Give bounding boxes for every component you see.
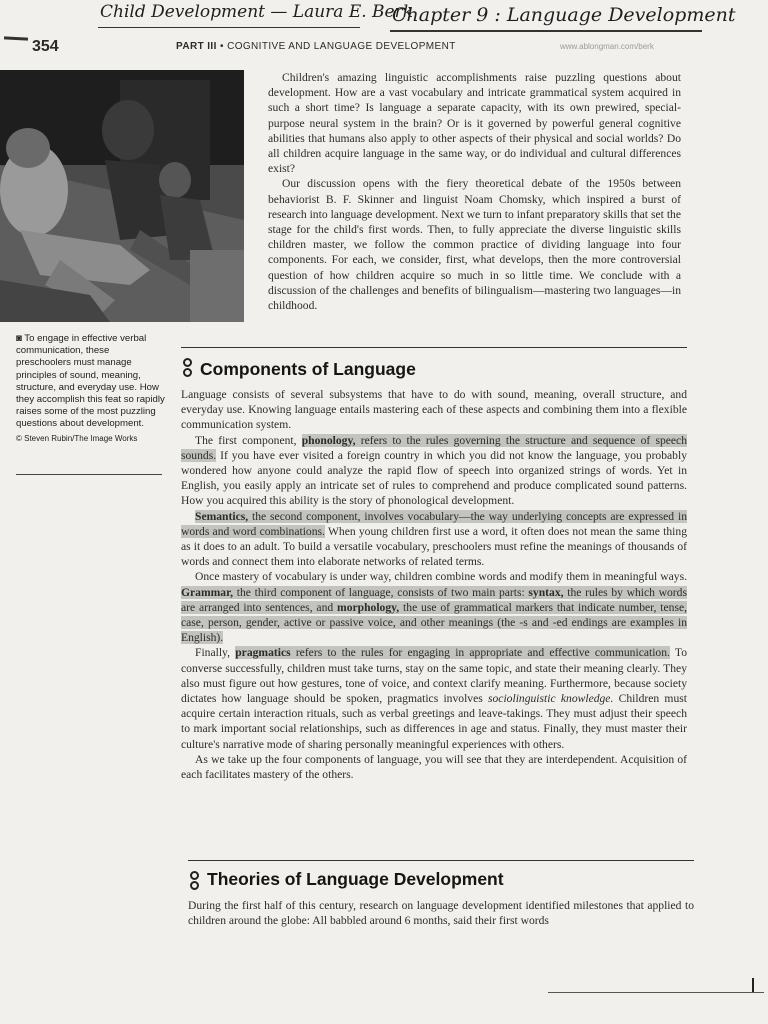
highlighted-text [181, 586, 687, 645]
section-heading-components: Components of Language [200, 359, 416, 379]
photo-graphic [0, 70, 244, 322]
key-term: Semantics, [195, 509, 249, 523]
emphasized-term: sociolinguistic knowledge. [488, 692, 614, 706]
caption-text: To engage in effective verbal communication, these preschoolers must manage principles of sound, meaning, structure, and everyday use. How they accomplish this feat so rapidly raises some of the most puzzling questions about development. [16, 333, 165, 430]
companion-site-url: www.ablongman.com/berk [560, 42, 654, 51]
text-run: To converse successfully, children must take turns, stay on the same topic, and state their meaning clearly. They also must figure out how gestures, tone of voice, and context clarify meaning. Furthermore, because society dictates how language should be spoken, pragmatics involves [181, 646, 688, 706]
text-run: refers to the rules for engaging in appropriate and effective communication. [290, 646, 670, 660]
theories-section-body [188, 898, 694, 928]
intro-paragraph: Children's amazing linguistic accomplishments raise puzzling questions about development. How are a vast vocabulary and intricate grammatical system acquired in such a short time? Is language a separate capacity, with its own prewired, special-purpose neural system in the brain? Or is it governed by powerful general cognitive abilities that humans also apply to other aspects of their physical and social worlds? Do all children acquire language in the same way, or do individual and cultural differences exist? [268, 71, 681, 176]
paragraph: During the first half of this century, research on language development identified milestones that applied to children around the globe: All babbled around 6 months, said their first words [188, 899, 694, 928]
bullet: • [219, 41, 224, 52]
photo-credit: © Steven Rubin/The Image Works [16, 433, 138, 443]
section-heading-theories: Theories of Language Development [207, 869, 504, 889]
text-run: the use of grammatical markers that indicate number, tense, case, person, gender, active or passive voice, and other meanings (the -s and -ed endings are examples in English). [181, 600, 688, 645]
text-run: the rules by which words are arranged into sentences, and [181, 585, 687, 614]
handwritten-chapter-note: Chapter 9 : Language Development [392, 4, 736, 26]
key-term: morphology, [337, 600, 400, 614]
paragraph: Language consists of several subsystems that have to do with sound, meaning, overall structure, and everyday use. Knowing language entails mastering each of these aspects and combining them into a flexible communication system. [181, 388, 687, 432]
scan-edge-line [548, 992, 764, 993]
text-run: The first component, [195, 433, 302, 447]
running-head [176, 41, 456, 52]
section-dots-icon [190, 871, 200, 891]
text-run: Children must acquire certain interaction rituals, such as verbal greetings and leave-takings. They must adjust their speech to mark important social relationships, such as differences in age and status. Finally, they must master their culture's narrative mode of sharing personally meaningful experiences with others. [181, 692, 687, 751]
part-title: COGNITIVE AND LANGUAGE DEVELOPMENT [227, 41, 456, 52]
paragraph [181, 645, 687, 751]
highlighted-text [235, 646, 670, 659]
paragraph [181, 569, 687, 645]
chapter-intro [268, 70, 681, 313]
key-term: Grammar, [181, 585, 234, 599]
caption-rule [16, 474, 162, 475]
section-rule [188, 860, 694, 861]
pen-mark [4, 36, 28, 40]
scan-edge-mark [752, 978, 762, 992]
paragraph [181, 433, 687, 509]
section-dots-icon: ◙ [16, 333, 22, 344]
key-term: phonology, [301, 433, 356, 447]
intro-paragraph: Our discussion opens with the fiery theoretical debate of the 1950s between behaviorist B. F. Skinner and linguist Noam Chomsky, which inspired a burst of research into language development. Next we turn to infant preparatory skills that set the stage for the child's first words. Then, to fully appreciate the diverse linguistic skills children master, we follow the common practice of dividing language into four components. For each, we consider, first, what develops, then the more controversial question of how children acquire so much in so little time. We conclude with a discussion of the challenges and benefits of bilingualism—mastering two languages—in childhood. [268, 177, 681, 313]
section-dots-icon [183, 358, 193, 378]
text-run: Finally, [195, 646, 236, 660]
handwritten-underline [390, 30, 702, 32]
text-run: refers to the rules governing the structure and sequence of speech sounds. [181, 433, 687, 462]
components-section-body [181, 387, 687, 782]
page-number: 354 [32, 38, 59, 55]
text-run: Once mastery of vocabulary is under way, children combine words and modify them in meaningful ways. [195, 570, 687, 584]
text-run: the third component of language, consists of two main parts: [233, 585, 529, 599]
text-run: the second component, involves vocabulary—the way underlying concepts are expressed in words and word combinations. [181, 509, 687, 538]
handwritten-book-title: Child Development — Laura E. Berk [100, 2, 414, 22]
text-run: If you have ever visited a foreign country in which you did not know the language, you probably wondered how anyone could analyze the rapid flow of speech into organized strings of words. Yet in English, you easily apply an intricate set of rules to comprehend and produce complicated sound patterns. How you acquired this ability is the story of phonological development. [181, 448, 687, 508]
paragraph [181, 509, 687, 570]
photo-children-playing [0, 70, 244, 322]
text-run: When young children first use a word, it often does not mean the same thing as it does to an adult. To build a versatile vocabulary, preschoolers must refine the meanings of thousands of words and connect them into elaborate networks of related terms. [181, 524, 687, 569]
key-term: pragmatics [235, 646, 291, 660]
key-term: syntax, [528, 585, 564, 599]
part-label: PART III [176, 41, 217, 52]
handwritten-underline [98, 27, 360, 28]
paragraph: As we take up the four components of language, you will see that they are interdependent. Acquisition of each facilitates mastery of the others. [181, 752, 687, 782]
section-rule [181, 347, 687, 348]
photo-caption [16, 333, 166, 444]
